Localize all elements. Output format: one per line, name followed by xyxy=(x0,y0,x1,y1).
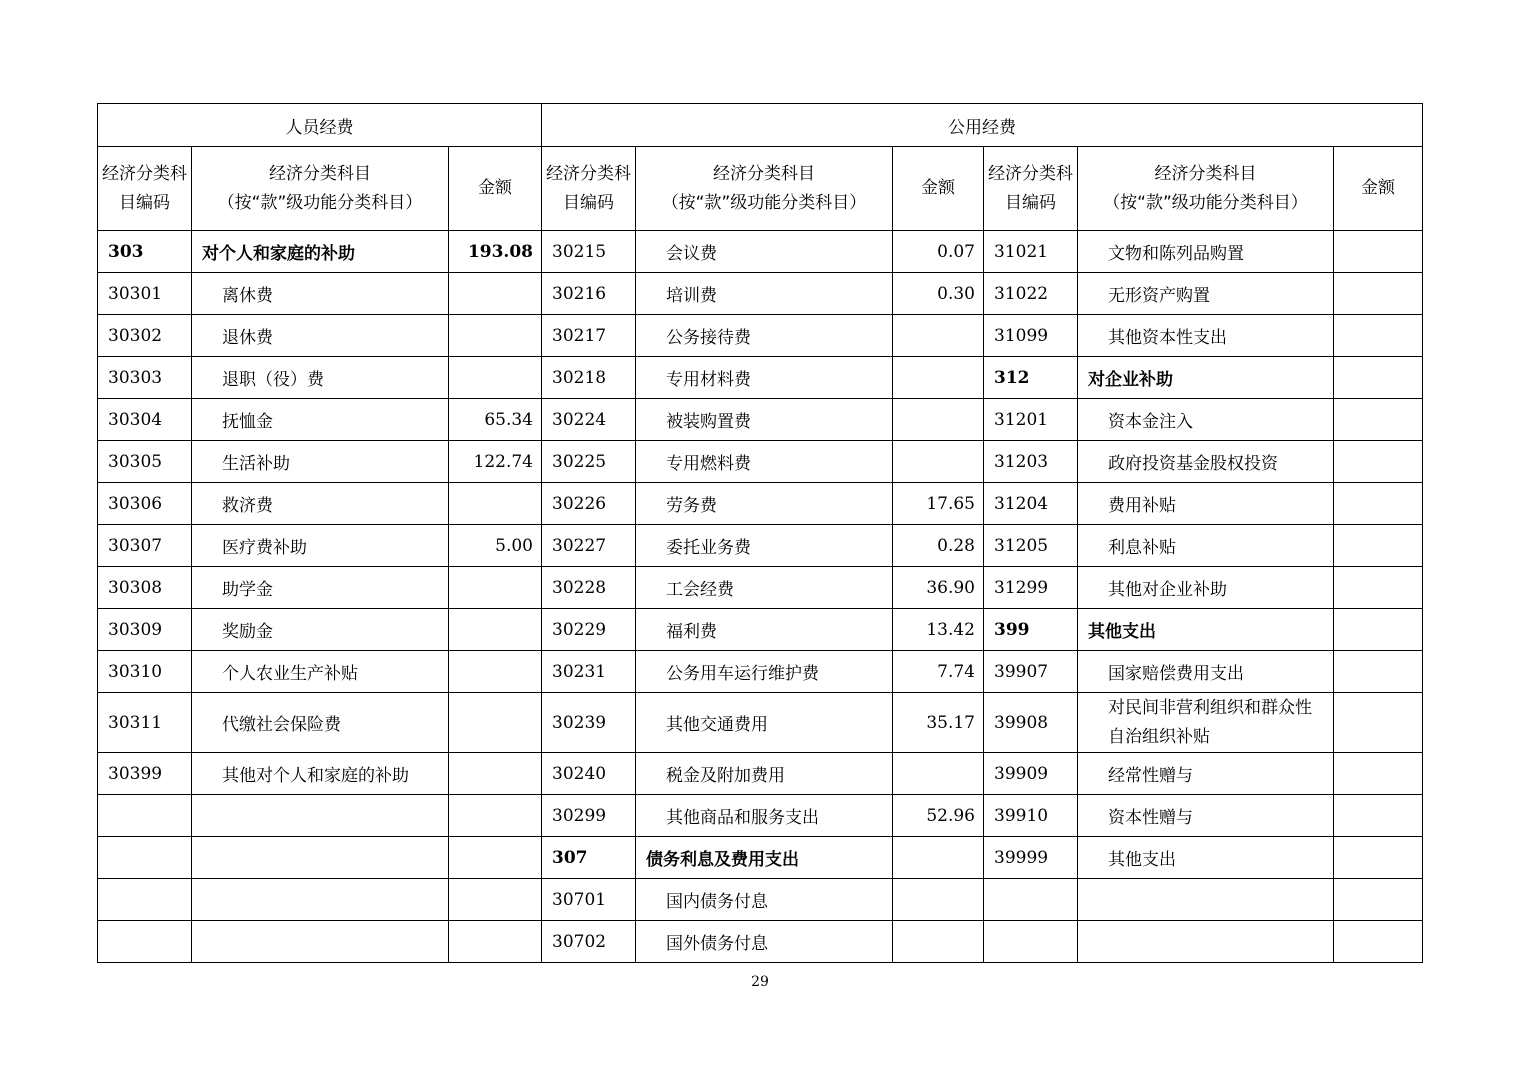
item-name xyxy=(1078,879,1334,921)
item-code: 30307 xyxy=(98,525,192,567)
item-amount xyxy=(449,693,542,753)
item-amount xyxy=(449,567,542,609)
header-name-line1: 经济分类科目 xyxy=(269,163,371,184)
item-name: 生活补助 xyxy=(192,441,449,483)
item-code: 30218 xyxy=(542,357,636,399)
table-row xyxy=(98,231,1423,273)
item-code: 39999 xyxy=(984,837,1078,879)
header-name-line2: （按“款”级功能分类科目） xyxy=(1103,192,1308,213)
item-name: 国内债务付息 xyxy=(636,879,893,921)
item-code: 30701 xyxy=(542,879,636,921)
item-amount xyxy=(1334,273,1423,315)
header-name xyxy=(192,147,449,231)
item-code: 31099 xyxy=(984,315,1078,357)
item-name: 专用燃料费 xyxy=(636,441,893,483)
item-code: 30302 xyxy=(98,315,192,357)
item-name: 对企业补助 xyxy=(1078,357,1334,399)
item-code: 30229 xyxy=(542,609,636,651)
header-name-line1: 经济分类科目 xyxy=(1154,163,1257,184)
item-name: 奖励金 xyxy=(192,609,449,651)
item-amount: 5.00 xyxy=(449,525,542,567)
item-code: 39909 xyxy=(984,753,1078,795)
item-amount: 193.08 xyxy=(449,231,542,273)
item-code: 30227 xyxy=(542,525,636,567)
item-code: 30224 xyxy=(542,399,636,441)
item-name xyxy=(192,921,449,963)
item-amount xyxy=(1334,879,1423,921)
item-code: 30305 xyxy=(98,441,192,483)
header-name-line1: 经济分类科目 xyxy=(713,163,815,184)
item-name xyxy=(192,879,449,921)
item-amount xyxy=(1334,483,1423,525)
item-name: 个人农业生产补贴 xyxy=(192,651,449,693)
item-amount: 17.65 xyxy=(893,483,984,525)
table-row xyxy=(98,693,1423,753)
item-name: 退职（役）费 xyxy=(192,357,449,399)
table-row xyxy=(98,483,1423,525)
item-amount xyxy=(449,273,542,315)
item-name: 离休费 xyxy=(192,273,449,315)
item-code: 30304 xyxy=(98,399,192,441)
item-name: 对个人和家庭的补助 xyxy=(192,231,449,273)
item-amount xyxy=(449,357,542,399)
item-code: 303 xyxy=(98,231,192,273)
item-code: 31205 xyxy=(984,525,1078,567)
item-code xyxy=(98,837,192,879)
item-amount: 36.90 xyxy=(893,567,984,609)
item-code xyxy=(984,879,1078,921)
item-amount xyxy=(1334,399,1423,441)
item-code: 30399 xyxy=(98,753,192,795)
item-amount xyxy=(893,921,984,963)
item-code xyxy=(984,921,1078,963)
item-name: 国外债务付息 xyxy=(636,921,893,963)
table-row xyxy=(98,399,1423,441)
item-code: 31201 xyxy=(984,399,1078,441)
item-amount: 0.28 xyxy=(893,525,984,567)
column-header-row xyxy=(98,147,1423,231)
item-amount: 7.74 xyxy=(893,651,984,693)
item-amount xyxy=(449,483,542,525)
item-name: 政府投资基金股权投资 xyxy=(1078,441,1334,483)
item-name: 其他资本性支出 xyxy=(1078,315,1334,357)
item-code: 31299 xyxy=(984,567,1078,609)
item-amount xyxy=(1334,609,1423,651)
item-name: 其他支出 xyxy=(1078,609,1334,651)
item-amount xyxy=(449,837,542,879)
item-amount xyxy=(1334,921,1423,963)
item-amount xyxy=(449,879,542,921)
table-row xyxy=(98,525,1423,567)
item-code: 312 xyxy=(984,357,1078,399)
item-amount xyxy=(1334,693,1423,753)
table-row xyxy=(98,651,1423,693)
item-amount xyxy=(893,837,984,879)
group-personnel: 人员经费 xyxy=(98,104,542,147)
item-amount xyxy=(1334,837,1423,879)
item-name xyxy=(1078,921,1334,963)
header-name xyxy=(1078,147,1334,231)
item-code: 399 xyxy=(984,609,1078,651)
item-code: 30239 xyxy=(542,693,636,753)
item-name: 劳务费 xyxy=(636,483,893,525)
item-amount xyxy=(1334,357,1423,399)
item-amount xyxy=(1334,315,1423,357)
item-code: 31204 xyxy=(984,483,1078,525)
item-name: 被装购置费 xyxy=(636,399,893,441)
item-amount: 0.07 xyxy=(893,231,984,273)
item-code: 39908 xyxy=(984,693,1078,753)
item-name: 其他对企业补助 xyxy=(1078,567,1334,609)
item-name: 资本金注入 xyxy=(1078,399,1334,441)
group-public: 公用经费 xyxy=(542,104,1423,147)
item-amount xyxy=(1334,795,1423,837)
item-code: 307 xyxy=(542,837,636,879)
item-amount: 122.74 xyxy=(449,441,542,483)
item-name: 抚恤金 xyxy=(192,399,449,441)
group-header-row xyxy=(98,104,1423,147)
item-amount xyxy=(893,399,984,441)
table-row xyxy=(98,609,1423,651)
item-code: 30309 xyxy=(98,609,192,651)
item-amount: 52.96 xyxy=(893,795,984,837)
item-code xyxy=(98,879,192,921)
item-name: 工会经费 xyxy=(636,567,893,609)
item-name: 费用补贴 xyxy=(1078,483,1334,525)
item-amount: 65.34 xyxy=(449,399,542,441)
item-name: 会议费 xyxy=(636,231,893,273)
item-name: 税金及附加费用 xyxy=(636,753,893,795)
item-name: 国家赔偿费用支出 xyxy=(1078,651,1334,693)
item-code: 30299 xyxy=(542,795,636,837)
item-amount: 35.17 xyxy=(893,693,984,753)
item-name: 无形资产购置 xyxy=(1078,273,1334,315)
item-amount xyxy=(1334,651,1423,693)
header-code: 经济分类科目编码 xyxy=(984,147,1078,231)
page-number: 29 xyxy=(751,974,769,990)
item-name: 其他商品和服务支出 xyxy=(636,795,893,837)
item-code: 31022 xyxy=(984,273,1078,315)
item-amount xyxy=(449,609,542,651)
item-name: 专用材料费 xyxy=(636,357,893,399)
header-code: 经济分类科目编码 xyxy=(98,147,192,231)
item-amount xyxy=(449,753,542,795)
item-code: 30301 xyxy=(98,273,192,315)
header-name xyxy=(636,147,893,231)
item-code: 30217 xyxy=(542,315,636,357)
item-code xyxy=(98,795,192,837)
item-code: 30308 xyxy=(98,567,192,609)
item-code: 30228 xyxy=(542,567,636,609)
item-amount xyxy=(1334,441,1423,483)
item-name: 退休费 xyxy=(192,315,449,357)
item-code: 31203 xyxy=(984,441,1078,483)
item-code: 30231 xyxy=(542,651,636,693)
table-row xyxy=(98,357,1423,399)
item-amount xyxy=(449,315,542,357)
table-row xyxy=(98,753,1423,795)
item-name: 债务利息及费用支出 xyxy=(636,837,893,879)
item-name: 助学金 xyxy=(192,567,449,609)
item-amount xyxy=(893,315,984,357)
header-code: 经济分类科目编码 xyxy=(542,147,636,231)
header-name-line2: （按“款”级功能分类科目） xyxy=(217,192,423,213)
item-name: 代缴社会保险费 xyxy=(192,693,449,753)
header-amount: 金额 xyxy=(449,147,542,231)
item-name: 医疗费补助 xyxy=(192,525,449,567)
item-amount xyxy=(449,795,542,837)
table-row xyxy=(98,921,1423,963)
header-amount: 金额 xyxy=(1334,147,1423,231)
item-name: 培训费 xyxy=(636,273,893,315)
item-name: 福利费 xyxy=(636,609,893,651)
item-name: 利息补贴 xyxy=(1078,525,1334,567)
item-code: 30216 xyxy=(542,273,636,315)
item-amount xyxy=(1334,753,1423,795)
item-name: 其他交通费用 xyxy=(636,693,893,753)
item-code: 30702 xyxy=(542,921,636,963)
item-code: 30311 xyxy=(98,693,192,753)
item-amount xyxy=(893,753,984,795)
item-code: 30215 xyxy=(542,231,636,273)
item-amount xyxy=(893,357,984,399)
item-name xyxy=(192,795,449,837)
item-code: 30303 xyxy=(98,357,192,399)
table-row xyxy=(98,315,1423,357)
table-row xyxy=(98,567,1423,609)
item-name: 对民间非营利组织和群众性自治组织补贴 xyxy=(1078,693,1334,753)
expenditure-table xyxy=(97,103,1423,963)
table-row xyxy=(98,273,1423,315)
item-name: 委托业务费 xyxy=(636,525,893,567)
item-amount xyxy=(449,651,542,693)
item-code: 30225 xyxy=(542,441,636,483)
item-code: 31021 xyxy=(984,231,1078,273)
table-row xyxy=(98,795,1423,837)
item-name: 经常性赠与 xyxy=(1078,753,1334,795)
item-amount xyxy=(893,441,984,483)
item-amount xyxy=(449,921,542,963)
item-name: 公务用车运行维护费 xyxy=(636,651,893,693)
item-name xyxy=(192,837,449,879)
item-amount xyxy=(893,879,984,921)
item-code: 39907 xyxy=(984,651,1078,693)
item-code: 30226 xyxy=(542,483,636,525)
item-name: 其他支出 xyxy=(1078,837,1334,879)
item-code: 30310 xyxy=(98,651,192,693)
item-name: 其他对个人和家庭的补助 xyxy=(192,753,449,795)
item-amount: 13.42 xyxy=(893,609,984,651)
table-row xyxy=(98,837,1423,879)
item-code xyxy=(98,921,192,963)
item-name: 救济费 xyxy=(192,483,449,525)
item-amount xyxy=(1334,525,1423,567)
header-amount: 金额 xyxy=(893,147,984,231)
item-amount: 0.30 xyxy=(893,273,984,315)
item-name: 资本性赠与 xyxy=(1078,795,1334,837)
item-amount xyxy=(1334,231,1423,273)
item-code: 30306 xyxy=(98,483,192,525)
item-name: 公务接待费 xyxy=(636,315,893,357)
item-code: 39910 xyxy=(984,795,1078,837)
item-code: 30240 xyxy=(542,753,636,795)
item-name: 文物和陈列品购置 xyxy=(1078,231,1334,273)
item-amount xyxy=(1334,567,1423,609)
table-row xyxy=(98,441,1423,483)
header-name-line2: （按“款”级功能分类科目） xyxy=(661,192,867,213)
table-row xyxy=(98,879,1423,921)
